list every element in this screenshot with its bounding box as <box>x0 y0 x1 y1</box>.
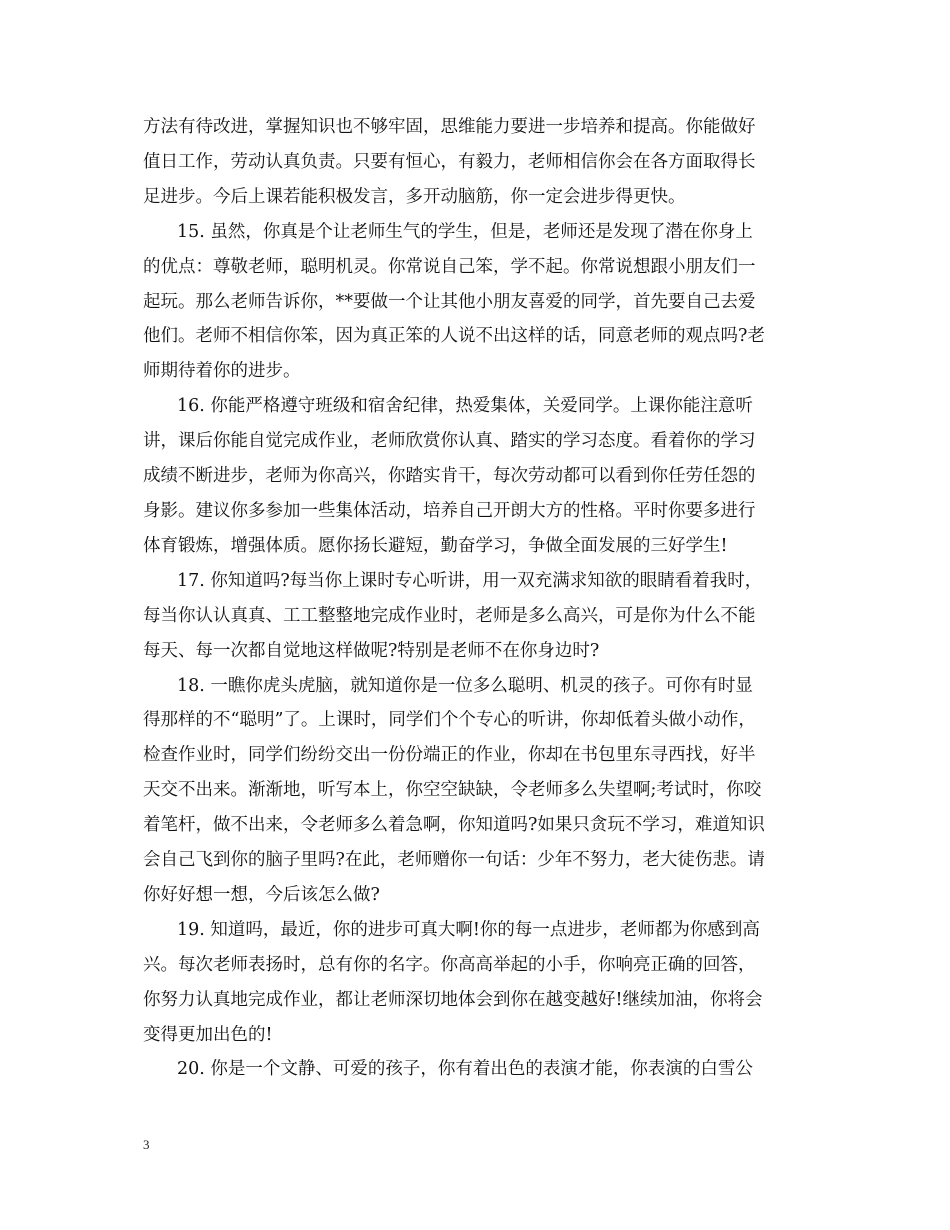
text-line: 的优点：尊敬老师，聪明机灵。你常说自己笨，学不起。你常说想跟小朋友们一 <box>143 256 756 277</box>
paragraph-item-20 <box>143 1052 823 1087</box>
text-line: 成绩不断进步，老师为你高兴，你踏实肯干，每次劳动都可以看到你任劳任怨的 <box>143 466 756 487</box>
text-line: 16. 你能严格遵守班级和宿舍纪律，热爱集体，关爱同学。上课你能注意听 <box>177 396 753 417</box>
document-body <box>143 110 823 1087</box>
text-line: 20. 你是一个文静、可爱的孩子，你有着出色的表演才能，你表演的白雪公 <box>177 1059 753 1080</box>
text-line: 兴。每次老师表扬时，总有你的名字。你高高举起的小手，你响亮正确的回答， <box>143 954 756 975</box>
text-line: 值日工作，劳动认真负责。只要有恒心，有毅力，老师相信你会在各方面取得长 <box>143 151 756 172</box>
text-line: 足进步。今后上课若能积极发言，多开动脑筋，你一定会进步得更快。 <box>143 186 686 207</box>
text-line: 19. 知道吗，最近，你的进步可真大啊!你的每一点进步，老师都为你感到高 <box>177 919 760 940</box>
paragraph-item-15 <box>143 215 823 390</box>
text-line: 师期待着你的进步。 <box>143 361 301 382</box>
text-line: 天交不出来。渐渐地，听写本上，你空空缺缺，令老师多么失望啊;考试时，你咬 <box>143 780 762 801</box>
page-number: 3 <box>143 1137 150 1152</box>
text-line: 每天、每一次都自觉地这样做呢?特别是老师不在你身边时? <box>143 640 600 661</box>
text-line: 方法有待改进，掌握知识也不够牢固，思维能力要进一步培养和提高。你能做好 <box>143 117 756 137</box>
paragraph-item-18 <box>143 669 823 913</box>
text-line: 他们。老师不相信你笨，因为真正笨的人说不出这样的话，同意老师的观点吗?老 <box>143 326 765 347</box>
text-line: 你努力认真地完成作业，都让老师深切地体会到你在越变越好!继续加油，你将会 <box>143 989 763 1010</box>
paragraph-item-16 <box>143 389 823 564</box>
text-line: 你好好想一想，今后该怎么做? <box>143 884 380 905</box>
text-line: 每当你认认真真、工工整整地完成作业时，老师是多么高兴，可是你为什么不能 <box>143 605 756 626</box>
text-line: 18. 一瞧你虎头虎脑，就知道你是一位多么聪明、机灵的孩子。可你有时显 <box>177 675 753 696</box>
text-line: 体育锻炼，增强体质。愿你扬长避短，勤奋学习，争做全面发展的三好学生! <box>143 535 728 556</box>
text-line: 变得更加出色的! <box>143 1024 273 1045</box>
text-line: 17. 你知道吗?每当你上课时专心听讲，用一双充满求知欲的眼睛看着我时， <box>177 570 763 591</box>
text-line: 会自己飞到你的脑子里吗?在此，老师赠你一句话：少年不努力，老大徒伤悲。请 <box>143 850 765 871</box>
text-line: 起玩。那么老师告诉你，**要做一个让其他小朋友喜爱的同学，首先要自己去爱 <box>143 291 756 312</box>
paragraph-item-19 <box>143 913 823 1053</box>
text-line: 讲，课后你能自觉完成作业，老师欣赏你认真、踏实的学习态度。看着你的学习 <box>143 431 756 452</box>
text-line: 15. 虽然，你真是个让老师生气的学生，但是，老师还是发现了潜在你身上 <box>177 221 753 242</box>
text-line: 得那样的不“聪明”了。上课时，同学们个个专心的听讲，你却低着头做小动作， <box>143 710 756 731</box>
text-line: 身影。建议你多参加一些集体活动，培养自己开朗大方的性格。平时你要多进行 <box>143 500 756 521</box>
text-line: 检查作业时，同学们纷纷交出一份份端正的作业，你却在书包里东寻西找，好半 <box>143 745 756 766</box>
paragraph-item-17 <box>143 564 823 669</box>
text-line: 着笔杆，做不出来，令老师多么着急啊，你知道吗?如果只贪玩不学习，难道知识 <box>143 815 765 836</box>
paragraph-continuation <box>143 110 823 215</box>
